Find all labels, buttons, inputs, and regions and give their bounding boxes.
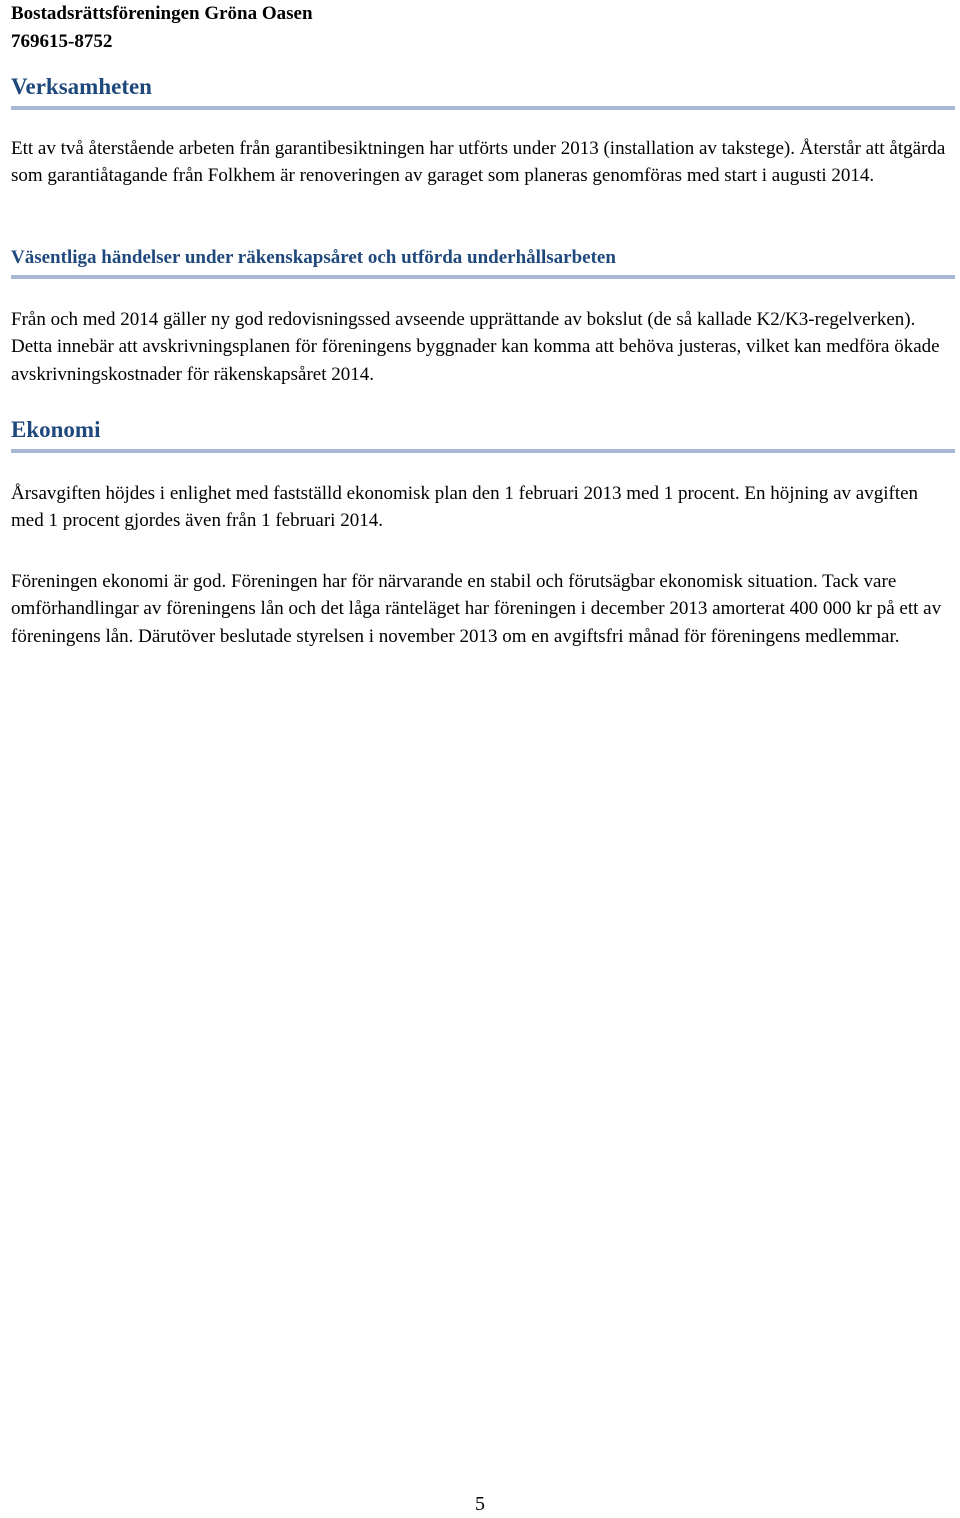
organization-name: Bostadsrättsföreningen Gröna Oasen bbox=[11, 3, 313, 24]
heading-verksamheten: Verksamheten bbox=[11, 72, 955, 110]
document-header bbox=[11, 0, 313, 56]
heading-vasentliga-handelser: Väsentliga händelser under räkenskapsåret och utförda underhållsarbeten bbox=[11, 245, 955, 279]
page-number: 5 bbox=[475, 1493, 485, 1515]
paragraph-verksamheten: Ett av två återstående arbeten från garantibesiktningen har utförts under 2013 (installation av takstege). Återstår att åtgärda som garantiåtagande från Folkhem är renoveringen av garaget som planeras genomföras med start i augusti 2014. bbox=[11, 138, 946, 187]
heading-ekonomi: Ekonomi bbox=[11, 415, 955, 453]
paragraph-vasentliga-handelser: Från och med 2014 gäller ny god redovisningssed avseende upprättande av bokslut (de så kallade K2/K3-regelverken). Detta innebär att avskrivningsplanen för föreningens byggnader kan komma att behöva justeras, vilket kan medföra ökade avskrivningskostnader för räkenskapsåret 2014. bbox=[11, 309, 940, 385]
organization-number: 769615-8752 bbox=[11, 31, 113, 52]
paragraph-ekonomi-situation: Föreningen ekonomi är god. Föreningen har för närvarande en stabil och förutsägbar ekonomisk situation. Tack vare omförhandlingar av föreningens lån och det låga ränteläget har föreningen i december 2013 amorterat 400 000 kr på ett av föreningens lån. Därutöver beslutade styrelsen i november 2013 om en avgiftsfri månad för föreningens medlemmar. bbox=[11, 571, 942, 647]
paragraph-ekonomi-avgift: Årsavgiften höjdes i enlighet med fastställd ekonomisk plan den 1 februari 2013 med 1 procent. En höjning av avgiften med 1 procent gjordes även från 1 februari 2014. bbox=[11, 483, 919, 532]
